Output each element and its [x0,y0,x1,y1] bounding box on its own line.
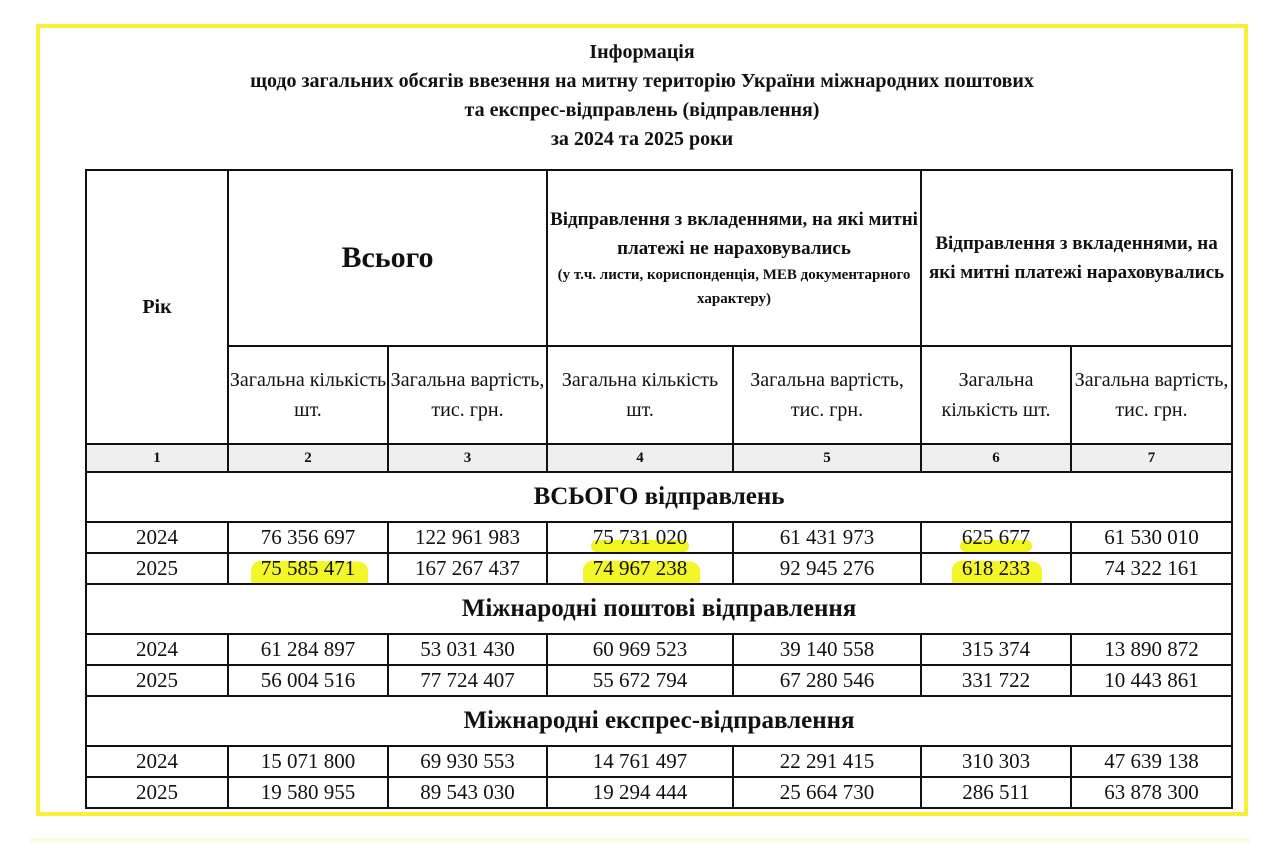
section-title: Міжнародні експрес-відправлення [86,696,1232,746]
table-cell: 77 724 407 [388,665,547,696]
table-cell: 67 280 546 [733,665,921,696]
document-title [40,38,1244,154]
table-cell: 61 284 897 [228,634,388,665]
column-number: 6 [921,444,1071,472]
header-duty: Відправлення з вкладеннями, на які митні платежі нараховувались [921,170,1232,346]
table-cell [547,522,733,553]
table-cell: 61 530 010 [1071,522,1232,553]
table-cell: 315 374 [921,634,1071,665]
header-no-duty-note: (у т.ч. листи, кориспонденція, МЕВ документарного характеру) [557,267,911,307]
subheader-qty: Загальна кількість шт. [228,346,388,444]
table-cell: 2025 [86,553,228,584]
column-number: 5 [733,444,921,472]
table-cell: 2024 [86,522,228,553]
subheader-value: Загальна вартість, тис. грн. [1071,346,1232,444]
table-cell: 56 004 516 [228,665,388,696]
highlighted-value: 75 731 020 [592,525,688,549]
table-cell: 60 969 523 [547,634,733,665]
table-cell: 286 511 [921,777,1071,808]
statistics-table [85,169,1233,809]
subheader-qty: Загальна кількість шт. [921,346,1071,444]
column-number: 4 [547,444,733,472]
subheader-value: Загальна вартість, тис. грн. [733,346,921,444]
section-title: Міжнародні поштові відправлення [86,584,1232,634]
section-title: ВСЬОГО відправлень [86,472,1232,522]
table-cell [228,553,388,584]
table-cell: 53 031 430 [388,634,547,665]
table-cell: 14 761 497 [547,746,733,777]
subheader-value: Загальна вартість, тис. грн. [388,346,547,444]
column-number: 7 [1071,444,1232,472]
table-cell: 2024 [86,634,228,665]
page-edge-strip [30,838,1250,843]
table-cell: 167 267 437 [388,553,547,584]
table-cell: 2025 [86,777,228,808]
table-cell: 63 878 300 [1071,777,1232,808]
table-cell: 55 672 794 [547,665,733,696]
table-cell: 2025 [86,665,228,696]
column-number: 3 [388,444,547,472]
table-cell: 19 580 955 [228,777,388,808]
title-line-2: щодо загальних обсягів ввезення на митну територію України міжнародних поштових [250,70,1034,92]
table-cell: 10 443 861 [1071,665,1232,696]
header-no-duty-label: Відправлення з вкладеннями, на які митні платежі не нараховувались [550,209,918,259]
table-cell [921,522,1071,553]
table-cell: 89 543 030 [388,777,547,808]
table-cell: 13 890 872 [1071,634,1232,665]
header-no-duty [547,170,921,346]
table-cell: 92 945 276 [733,553,921,584]
table-cell: 15 071 800 [228,746,388,777]
table-cell: 331 722 [921,665,1071,696]
highlighted-value: 74 967 238 [592,556,688,580]
highlighted-value: 618 233 [961,556,1031,580]
header-total: Всього [228,170,547,346]
column-number: 1 [86,444,228,472]
subheader-qty: Загальна кількість шт. [547,346,733,444]
header-year: Рік [86,170,228,444]
table-cell: 19 294 444 [547,777,733,808]
title-line-4: за 2024 та 2025 роки [550,128,734,150]
table-cell [921,553,1071,584]
table-cell: 310 303 [921,746,1071,777]
table-cell: 122 961 983 [388,522,547,553]
column-number: 2 [228,444,388,472]
table-cell: 69 930 553 [388,746,547,777]
table-cell [547,553,733,584]
table-cell: 61 431 973 [733,522,921,553]
table-cell: 22 291 415 [733,746,921,777]
table-cell: 76 356 697 [228,522,388,553]
highlight-frame [36,24,1248,816]
title-line-1: Інформація [589,41,695,63]
title-line-3: та експрес-відправлень (відправлення) [464,99,820,121]
table-cell: 25 664 730 [733,777,921,808]
highlighted-value: 625 677 [961,525,1031,549]
table-cell: 74 322 161 [1071,553,1232,584]
table-cell: 47 639 138 [1071,746,1232,777]
table-cell: 39 140 558 [733,634,921,665]
highlighted-value: 75 585 471 [260,556,356,580]
table-cell: 2024 [86,746,228,777]
